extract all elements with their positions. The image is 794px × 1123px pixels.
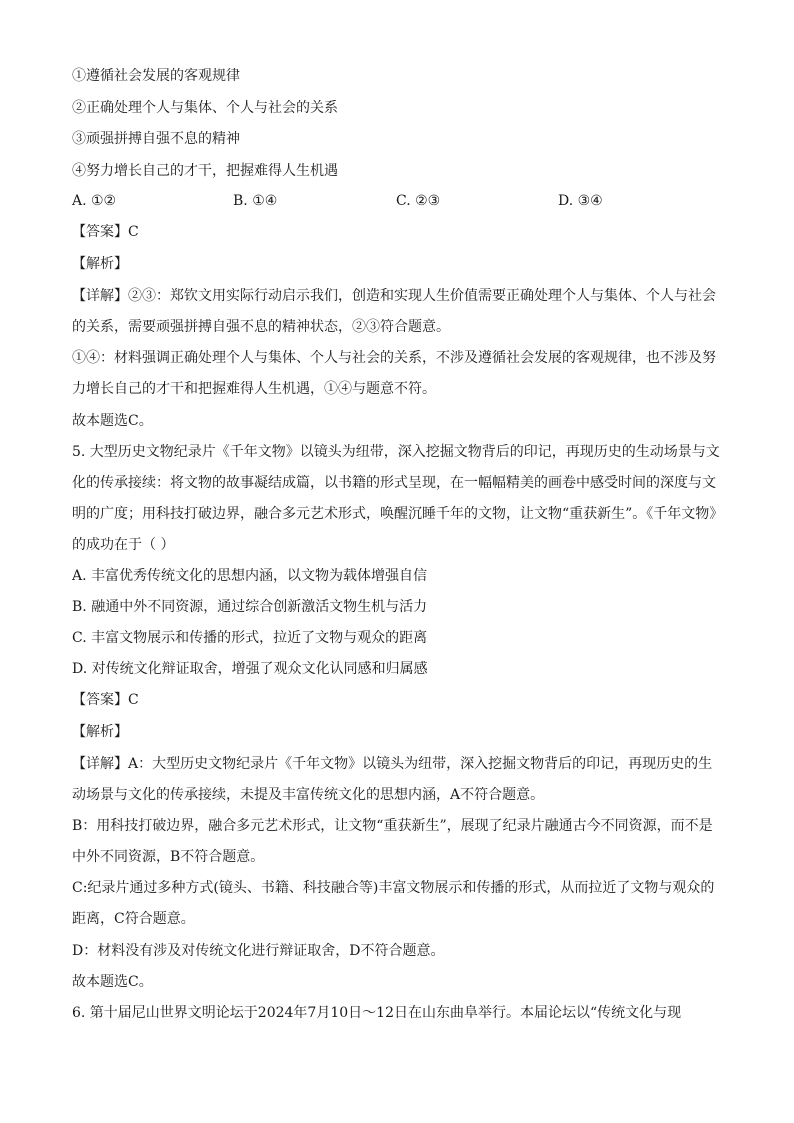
q5-option-d: D. 对传统文化辩证取舍，增强了观众文化认同感和归属感 bbox=[72, 661, 428, 677]
q5-detail-line: 动场景与文化的传承接续，未提及丰富传统文化的思想内涵，A不符合题意。 bbox=[72, 787, 545, 803]
q5-option-b: B. 融通中外不同资源，通过综合创新激活文物生机与活力 bbox=[72, 599, 428, 615]
q5-detail-line: 【详解】A：大型历史文物纪录片《千年文物》以镜头为纽带，深入挖掘文物背后的印记，再现历史的生 bbox=[72, 756, 713, 772]
q4-item-3: ③顽强拼搏自强不息的精神 bbox=[72, 131, 240, 147]
q5-detail-line: 距离，C符合题意。 bbox=[72, 911, 195, 927]
q5-answer: 【答案】C bbox=[72, 692, 139, 708]
q4-option-a: A. ①② bbox=[72, 193, 117, 209]
q4-detail-line: ①④：材料强调正确处理个人与集体、个人与社会的关系，不涉及遵循社会发展的客观规律，也不涉及努 bbox=[72, 350, 716, 366]
q5-stem-line: 明的广度；用科技打破边界，融合多元艺术形式，唤醒沉睡千年的文物，让文物“重获新生”。《千年文物》 bbox=[72, 506, 724, 522]
q4-item-4: ④努力增长自己的才干，把握难得人生机遇 bbox=[72, 163, 338, 179]
q4-item-2: ②正确处理个人与集体、个人与社会的关系 bbox=[72, 100, 338, 116]
q4-detail-line: 【详解】②③：郑钦文用实际行动启示我们，创造和实现人生价值需要正确处理个人与集体、个人与社会 bbox=[72, 288, 716, 304]
q5-analysis-label: 【解析】 bbox=[72, 724, 128, 740]
q5-detail-line: C:纪录片通过多种方式(镜头、书籍、科技融合等)丰富文物展示和传播的形式，从而拉近了文物与观众的 bbox=[72, 880, 715, 896]
q4-detail-line: 的关系，需要顽强拼搏自强不息的精神状态，②③符合题意。 bbox=[72, 319, 450, 335]
q5-detail-line: D：材料没有涉及对传统文化进行辩证取舍，D不符合题意。 bbox=[72, 943, 445, 959]
q5-detail-line: 中外不同资源，B不符合题意。 bbox=[72, 849, 265, 865]
q5-option-c: C. 丰富文物展示和传播的形式，拉近了文物与观众的距离 bbox=[72, 630, 428, 646]
q5-stem-line: 的成功在于（ ） bbox=[72, 537, 175, 553]
q4-option-c: C. ②③ bbox=[396, 193, 441, 209]
q5-conclusion: 故本题选C。 bbox=[72, 974, 153, 990]
q4-item-1: ①遵循社会发展的客观规律 bbox=[72, 68, 240, 84]
q5-option-a: A. 丰富优秀传统文化的思想内涵，以文物为载体增强自信 bbox=[72, 568, 428, 584]
q4-option-b: B. ①④ bbox=[233, 193, 278, 209]
q5-stem-line: 5. 大型历史文物纪录片《千年文物》以镜头为纽带，深入挖掘文物背后的印记，再现历史的生动场景与文 bbox=[72, 444, 720, 460]
q5-detail-line: B：用科技打破边界，融合多元艺术形式，让文物“重获新生”，展现了纪录片融通古今不同资源，而不是 bbox=[72, 818, 713, 834]
q4-conclusion: 故本题选C。 bbox=[72, 413, 153, 429]
q6-stem-line: 6. 第十届尼山世界文明论坛于2024年7月10日～12日在山东曲阜举行。本届论坛以“传统文化与现 bbox=[72, 1005, 682, 1021]
q4-detail-line: 力增长自己的才干和把握难得人生机遇，①④与题意不符。 bbox=[72, 381, 436, 397]
q4-options bbox=[72, 191, 732, 211]
q4-analysis-label: 【解析】 bbox=[72, 256, 128, 272]
q4-option-d: D. ③④ bbox=[558, 193, 603, 209]
q5-stem-line: 化的传承接续：将文物的故事凝结成篇，以书籍的形式呈现，在一幅幅精美的画卷中感受时间的深度与文 bbox=[72, 475, 716, 491]
q4-answer: 【答案】C bbox=[72, 224, 139, 240]
